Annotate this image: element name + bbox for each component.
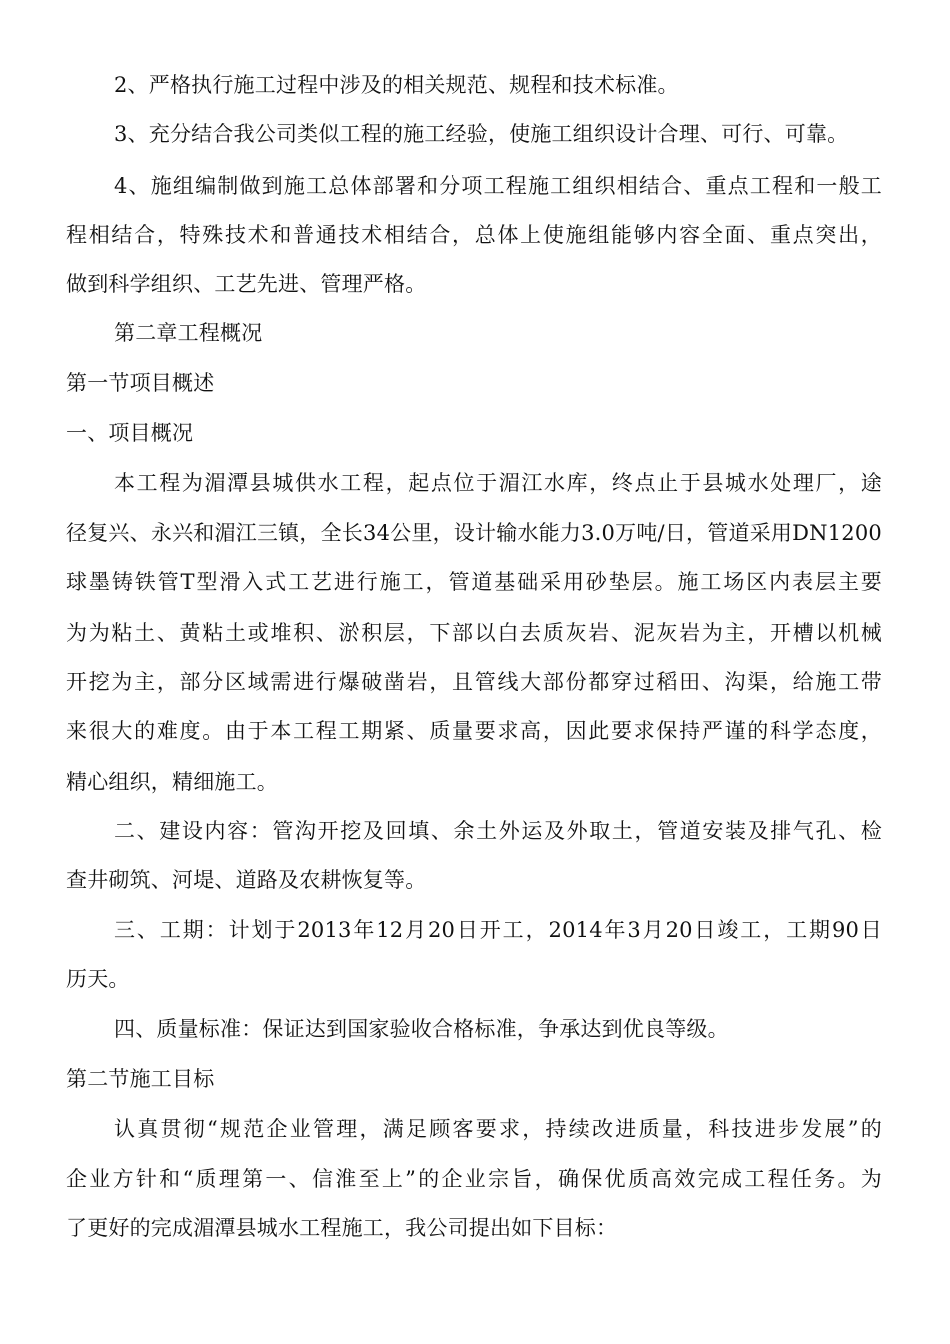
text-line: 程相结合，特殊技术和普通技术相结合，总体上使施组能够内容全面、重点突出， [66, 223, 882, 247]
chapter-heading: 第二章工程概况 [114, 321, 263, 345]
text-line: 查井砌筑、河堤、道路及农耕恢复等。 [66, 868, 427, 892]
text-line: 2、严格执行施工过程中涉及的相关规范、规程和技术标准。 [114, 73, 679, 97]
text-line: 4、施组编制做到施工总体部署和分项工程施工组织相结合、重点工程和一般工 [114, 174, 882, 198]
text-line: 历天。 [66, 967, 130, 991]
text-line: 径复兴、永兴和湄江三镇，全长34公里，设计输水能力3.0万吨/日，管道采用DN1200 [66, 521, 882, 545]
text-line: 四、质量标准：保证达到国家验收合格标准，争承达到优良等级。 [114, 1017, 729, 1041]
text-line: 本工程为湄潭县城供水工程，起点位于湄江水库，终点止于县城水处理厂，途 [114, 471, 882, 495]
text-line: 为为粘土、黄粘土或堆积、淤积层，下部以白去质灰岩、泥灰岩为主，开槽以机械 [66, 621, 882, 645]
subsection-heading: 一、项目概况 [66, 421, 194, 445]
section-heading: 第一节项目概述 [66, 371, 215, 395]
text-line: 了更好的完成湄潭县城水工程施工，我公司提出如下目标： [66, 1216, 618, 1240]
text-line: 二、建设内容：管沟开挖及回填、余土外运及外取土，管道安装及排气孔、检 [114, 819, 882, 843]
section-heading: 第二节施工目标 [66, 1067, 215, 1091]
text-line: 企业方针和“质理第一、信淮至上”的企业宗旨，确保优质高效完成工程任务。为 [66, 1167, 882, 1191]
text-line: 三、工期：计划于2013年12月20日开工，2014年3月20日竣工，工期90日 [114, 918, 882, 942]
text-line: 来很大的难度。由于本工程工期紧、质量要求高，因此要求保持严谨的科学态度， [66, 719, 882, 743]
text-line: 3、充分结合我公司类似工程的施工经验，使施工组织设计合理、可行、可靠。 [114, 122, 849, 146]
text-line: 开挖为主，部分区域需进行爆破凿岩，且管线大部份都穿过稻田、沟渠，给施工带 [66, 670, 882, 694]
text-line: 做到科学组织、工艺先进、管理严格。 [66, 272, 427, 296]
text-line: 认真贯彻“规范企业管理，满足顾客要求，持续改进质量，科技进步发展”的 [114, 1117, 882, 1141]
text-line: 球墨铸铁管T型滑入式工艺进行施工，管道基础采用砂垫层。施工场区内表层主要 [66, 570, 882, 594]
text-line: 精心组织，精细施工。 [66, 770, 278, 794]
